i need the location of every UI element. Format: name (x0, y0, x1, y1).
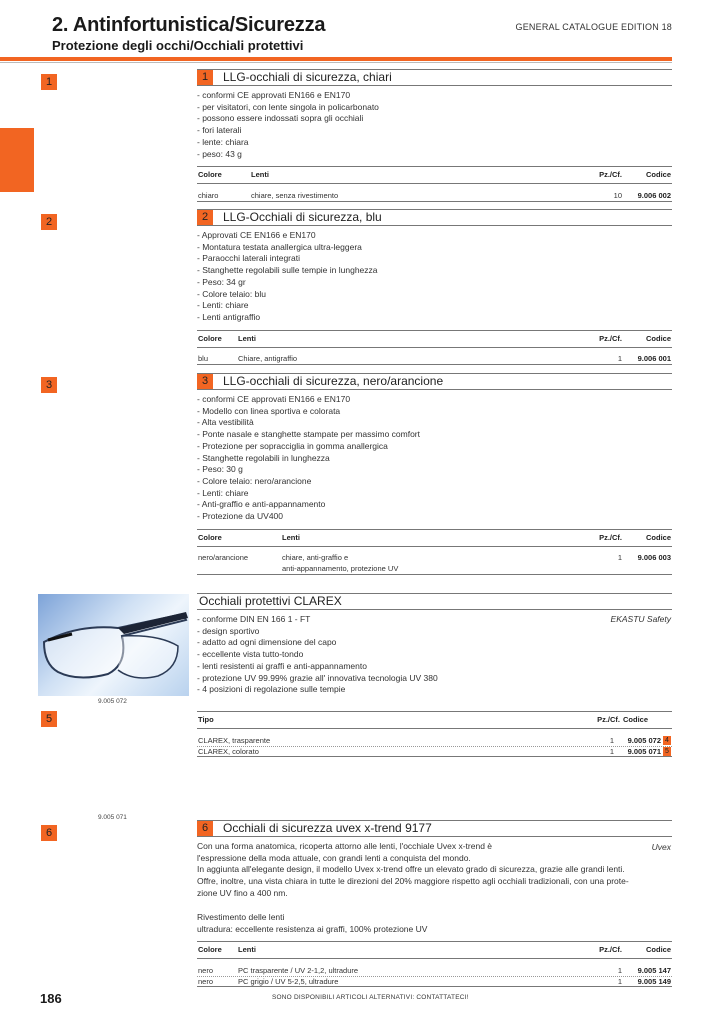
cell-lenti: chiare, senza rivestimento (251, 191, 339, 200)
coating-paragraph (197, 912, 672, 935)
feature-item: - Montatura testata anallergica ultra-leggera (197, 241, 362, 252)
cell-lenti-cont: anti-appannamento, protezione UV (282, 564, 399, 573)
cell-pz: 1 (617, 977, 622, 986)
table-row (197, 552, 672, 575)
paragraph-line: zione UV fino a 400 nm. (197, 887, 288, 898)
paragraph-line: Rivestimento delle lenti (197, 912, 285, 922)
col-lenti: Lenti (238, 945, 256, 954)
feature-item: - design sportivo (197, 625, 260, 636)
cell-pz: 1 (617, 354, 622, 363)
header-rule (0, 57, 672, 61)
section-number: 6 (197, 821, 213, 836)
image-caption-2: 9.005 071 (98, 814, 127, 821)
section-header-2 (197, 209, 672, 226)
safety-glasses-icon (38, 594, 189, 696)
feature-item: - possono essere indossati sopra gli occhiali (197, 113, 364, 124)
cell-lenti: PC trasparente / UV 2-1,2, ultradure (238, 966, 359, 975)
col-codice: Codice (645, 170, 671, 179)
cell-colore: nero (198, 977, 214, 986)
col-colore: Colore (198, 533, 222, 542)
feature-item: - 4 posizioni di regolazione sulle tempie (197, 684, 346, 695)
col-codice: Codice (645, 533, 671, 542)
left-badge-1: 1 (41, 74, 57, 90)
feature-item: - Protezione per sopracciglia in gomma anallergica (197, 440, 388, 451)
left-badge-2: 2 (41, 214, 57, 230)
section-title: Occhiali di sicurezza uvex x-trend 9177 (223, 821, 432, 835)
feature-item: - fori laterali (197, 125, 242, 136)
brand-label: EKASTU Safety (610, 614, 671, 624)
section-header-1 (197, 69, 672, 86)
table-row (197, 735, 672, 746)
cell-pz: 1 (609, 736, 614, 745)
feature-item: - Ponte nasale e stanghette stampate per massimo comfort (197, 429, 421, 440)
feature-item: - adatto ad ogni dimensione del capo (197, 637, 337, 648)
feature-item: - Modello con linea sportiva e colorata (197, 405, 341, 416)
feature-item: - conformi CE approvati EN166 e EN170 (197, 90, 351, 100)
feature-item: - lenti resistenti ai graffi e anti-appannamento (197, 660, 367, 671)
section-number: 2 (197, 210, 213, 225)
cell-pz: 1 (617, 553, 622, 562)
cell-codice: 9.006 001 (637, 354, 671, 363)
col-lenti: Lenti (238, 334, 256, 343)
cell-lenti: Chiare, antigraffio (238, 354, 298, 363)
feature-item: - Anti-graffio e anti-appannamento (197, 499, 326, 510)
paragraph-line: In aggiunta all'elegante design, il modello Uvex x-trend offre un elevato grado di sicurezza, grazie alle grandi lenti. (197, 864, 625, 875)
cell-colore: blu (198, 354, 209, 363)
col-pz: Pz./Cf. (599, 533, 622, 542)
feature-item: - eccellente vista tutto-tondo (197, 649, 304, 660)
feature-list-2 (197, 230, 378, 324)
cell-codice: 9.005 147 (637, 966, 671, 975)
col-colore: Colore (198, 945, 222, 954)
paragraph-line: Con una forma anatomica, ricoperta attorno alle lenti, l'occhiale Uvex x-trend è (197, 841, 493, 851)
feature-item: - Paraocchi laterali integrati (197, 253, 300, 264)
description-paragraph (197, 841, 672, 900)
col-pz: Pz./Cf. (599, 170, 622, 179)
cell-codice: 9.006 003 (637, 553, 671, 562)
feature-list-3 (197, 394, 420, 523)
col-tipo: Tipo (198, 715, 214, 724)
paragraph-line: ultradura: eccellente resistenza ai graffi, 100% protezione UV (197, 923, 428, 934)
table-header-3 (197, 529, 672, 547)
chapter-tab (0, 128, 34, 192)
table-header-1 (197, 166, 672, 184)
table-row (197, 976, 672, 987)
footer-note: SONO DISPONIBILI ARTICOLI ALTERNATIVI: CONTATTATECI! (272, 994, 469, 1001)
section-number: 1 (197, 70, 213, 85)
row-badge: 5 (663, 747, 671, 756)
feature-item: - Peso: 30 g (197, 464, 243, 475)
col-pz: Pz./Cf. (597, 715, 620, 724)
product-photo-clarex (38, 594, 189, 696)
feature-item: - Stanghette regolabili sulle tempie in lunghezza (197, 265, 378, 276)
table-header-4 (197, 711, 672, 729)
col-pz: Pz./Cf. (599, 334, 622, 343)
feature-item: - conformi CE approvati EN166 e EN170 (197, 394, 351, 404)
col-codice: Codice (645, 334, 671, 343)
section-header-3 (197, 373, 672, 390)
header-rule-thin (0, 62, 672, 63)
table-row (197, 190, 672, 202)
cell-codice: 9.006 002 (637, 191, 671, 200)
col-colore: Colore (198, 334, 222, 343)
cell-codice: 9.005 149 (637, 977, 671, 986)
cell-tipo: CLAREX, colorato (198, 747, 259, 756)
feature-item: - Alta vestibilità (197, 417, 254, 428)
section-header-6 (197, 820, 672, 837)
page-subtitle: Protezione degli occhi/Occhiali protettivi (52, 38, 304, 53)
feature-list-4 (197, 614, 438, 696)
table-header-2 (197, 330, 672, 348)
section-title: Occhiali protettivi CLAREX (199, 594, 342, 608)
feature-item: - Protezione da UV400 (197, 511, 283, 522)
brand-label: Uvex (651, 842, 671, 852)
feature-item: - Lenti antigraffio (197, 311, 261, 322)
cell-tipo: CLAREX, trasparente (198, 736, 271, 745)
feature-list-1 (197, 90, 379, 160)
section-title: LLG-occhiali di sicurezza, nero/arancione (223, 374, 444, 388)
image-caption-1: 9.005 072 (98, 698, 127, 705)
feature-item: - Peso: 34 gr (197, 276, 246, 287)
cell-colore: nero (198, 966, 214, 975)
left-badge-6: 6 (41, 825, 57, 841)
section-title: LLG-occhiali di sicurezza, chiari (223, 70, 392, 84)
feature-item: - Stanghette regolabili in lunghezza (197, 452, 330, 463)
feature-item: - lente: chiara (197, 136, 249, 147)
feature-item: - peso: 43 g (197, 148, 242, 159)
feature-item: - Approvati CE EN166 e EN170 (197, 230, 316, 240)
cell-pz: 1 (609, 747, 614, 756)
left-badge-3: 3 (41, 377, 57, 393)
feature-item: - Lenti: chiare (197, 300, 249, 311)
page-number: 186 (40, 991, 62, 1006)
page-title: 2. Antinfortunistica/Sicurezza (52, 14, 326, 36)
cell-lenti: chiare, anti-graffio e (282, 553, 349, 562)
section-number: 3 (197, 374, 213, 389)
cell-colore: chiaro (198, 191, 219, 200)
feature-item: - protezione UV 99.99% grazie all' innovativa tecnologia UV 380 (197, 672, 438, 683)
left-badge-5: 5 (41, 711, 57, 727)
col-colore: Colore (198, 170, 222, 179)
table-header-6 (197, 941, 672, 959)
cell-codice: 9.005 071 (627, 747, 661, 756)
feature-item: - conforme DIN EN 166 1 - FT (197, 614, 311, 624)
cell-lenti: PC grigio / UV 5-2,5, ultradure (238, 977, 339, 986)
table-row (197, 965, 672, 976)
col-lenti: Lenti (251, 170, 269, 179)
table-row (197, 353, 672, 365)
cell-codice: 9.005 072 (627, 736, 661, 745)
feature-item: - Colore telaio: nero/arancione (197, 475, 312, 486)
col-lenti: Lenti (282, 533, 300, 542)
feature-item: - per visitatori, con lente singola in policarbonato (197, 101, 379, 112)
section-header-clarex (197, 593, 672, 610)
col-codice: Codice (645, 945, 671, 954)
col-codice: Codice (622, 715, 648, 724)
paragraph-line: l'espressione della moda attuale, con grandi lenti a conquista del mondo. (197, 852, 471, 863)
cell-pz: 10 (613, 191, 622, 200)
cell-colore: nero/arancione (198, 553, 249, 562)
paragraph-line: Offre, inoltre, una vista chiara in tutte le direzioni del 20% maggiore rispetto agli occhiali tradizionali, con una prote- (197, 876, 629, 887)
feature-item: - Colore telaio: blu (197, 288, 266, 299)
cell-pz: 1 (617, 966, 622, 975)
section-title: LLG-Occhiali di sicurezza, blu (223, 210, 382, 224)
catalogue-edition: GENERAL CATALOGUE EDITION 18 (515, 22, 672, 32)
row-badge: 4 (663, 736, 671, 745)
feature-item: - Lenti: chiare (197, 487, 249, 498)
col-pz: Pz./Cf. (599, 945, 622, 954)
table-row (197, 746, 672, 757)
